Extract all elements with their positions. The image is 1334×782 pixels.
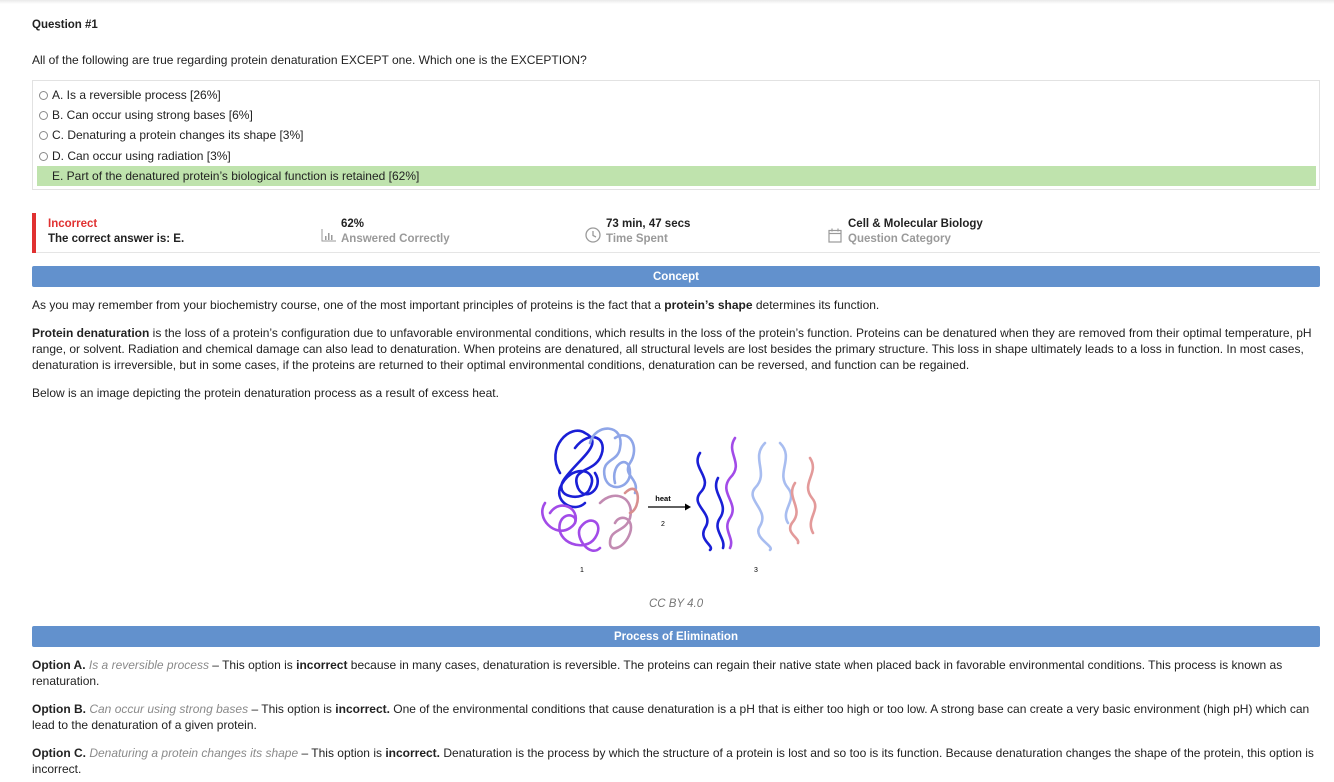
verdict: incorrect. xyxy=(335,702,390,716)
option-label: Option B. xyxy=(32,702,86,716)
text-span: One of the environmental conditions that cause denaturation is a pH that is either too high or too low. A strong base can create a very basic environment (high pH) which can lead to the denaturation of a given protein. xyxy=(32,702,1310,732)
radio-icon[interactable] xyxy=(39,131,48,140)
text-span: – This option is xyxy=(298,746,386,760)
elimination-banner: Process of Elimination xyxy=(32,626,1320,647)
concept-paragraph-3: Below is an image depicting the protein denaturation process as a result of excess heat. xyxy=(32,386,499,400)
heat-label: heat xyxy=(655,494,671,503)
radio-icon[interactable] xyxy=(39,152,48,161)
verdict: incorrect xyxy=(296,658,348,672)
text-span: Denaturation is the process by which the structure of a protein is lost and so too is its function. Because denaturation changes the shape of the protein, this option is incorrect. xyxy=(32,746,1314,776)
step-2-label: 2 xyxy=(661,521,665,528)
result-status xyxy=(48,218,184,245)
text-span: – This option is xyxy=(208,658,297,672)
percent-label: Answered Correctly xyxy=(341,233,450,245)
choice-label: B. Can occur using strong bases [6%] xyxy=(52,108,253,122)
top-shadow xyxy=(0,0,1334,4)
time-label: Time Spent xyxy=(606,233,668,245)
time-value: 73 min, 47 secs xyxy=(606,218,691,230)
concept-paragraph-1 xyxy=(32,297,1322,313)
choice-label: A. Is a reversible process [26%] xyxy=(52,88,221,102)
step-3-label: 3 xyxy=(754,567,758,574)
text-span: As you may remember from your biochemistry course, one of the most important principles of proteins is the fact that a xyxy=(32,298,665,312)
category-value: Cell & Molecular Biology xyxy=(848,218,983,230)
option-label: Option A. xyxy=(32,658,86,672)
figure-caption: CC BY 4.0 xyxy=(649,598,704,610)
correct-answer-text: The correct answer is: E. xyxy=(48,233,185,245)
choice-label: C. Denaturing a protein changes its shape [3%] xyxy=(52,128,304,142)
bold-span: Protein denaturation xyxy=(32,326,150,340)
choice-c[interactable] xyxy=(37,125,1316,145)
bar-chart-icon xyxy=(320,227,336,243)
option-label: Option C. xyxy=(32,746,86,760)
category-label: Question Category xyxy=(848,233,951,245)
text-span: is the loss of a protein’s configuration due to unfavorable environmental conditions, which results in the loss of the protein’s function. Proteins can be denatured when they are removed from their optimal temperature, pH range, or solvent. Radiation and chemical damage can also lead to denaturation. When proteins are denatured, all structural levels are lost besides the primary structure. This loss in shape ultimately leads to a loss in function. In most cases, denaturation is irreversible, but in some cases, if the proteins are returned to their optimal environmental conditions, denaturation can be reversed, and function can be regained. xyxy=(32,326,1312,372)
choice-label: E. Part of the denatured protein’s biological function is retained [62%] xyxy=(52,169,420,183)
percent-value: 62% xyxy=(341,218,365,230)
status-incorrect: Incorrect xyxy=(48,218,98,230)
radio-icon[interactable] xyxy=(39,91,48,100)
choice-label: D. Can occur using radiation [3%] xyxy=(52,149,231,163)
choice-d[interactable] xyxy=(37,146,1316,166)
option-quote: Is a reversible process xyxy=(88,658,209,672)
text-span: because in many cases, denaturation is reversible. The proteins can regain their native state when placed back in favorable environmental conditions. This process is known as renaturation. xyxy=(32,658,1283,688)
choice-a[interactable] xyxy=(37,85,1316,105)
radio-icon[interactable] xyxy=(39,111,48,120)
choice-e-correct[interactable] xyxy=(37,166,1316,186)
text-span: determines its function. xyxy=(752,298,880,312)
choice-b[interactable] xyxy=(37,105,1316,125)
concept-banner: Concept xyxy=(32,266,1320,287)
stat-category xyxy=(827,218,983,245)
stat-time-spent xyxy=(585,218,690,245)
step-1-label: 1 xyxy=(580,567,584,574)
denaturation-diagram xyxy=(530,418,830,578)
denaturation-figure xyxy=(530,418,830,578)
option-a-explanation xyxy=(32,657,1322,689)
verdict: incorrect. xyxy=(385,746,441,760)
clock-icon xyxy=(585,227,601,243)
question-title: Question #1 xyxy=(32,19,98,31)
option-quote: Can occur using strong bases xyxy=(89,702,249,716)
option-b-explanation xyxy=(32,701,1322,733)
answer-choices xyxy=(32,80,1320,190)
incorrect-indicator-bar xyxy=(32,213,36,253)
result-stats xyxy=(32,213,1320,253)
concept-paragraph-2 xyxy=(32,325,1322,373)
text-span: – This option is xyxy=(248,702,336,716)
option-quote: Denaturing a protein changes its shape xyxy=(89,746,299,760)
stat-percent-correct xyxy=(320,218,450,245)
question-stem: All of the following are true regarding protein denaturation EXCEPT one. Which one is the EXCEPTION? xyxy=(32,53,587,67)
bold-span: protein’s shape xyxy=(664,298,753,312)
calendar-icon xyxy=(827,227,843,243)
option-c-explanation xyxy=(32,745,1322,777)
